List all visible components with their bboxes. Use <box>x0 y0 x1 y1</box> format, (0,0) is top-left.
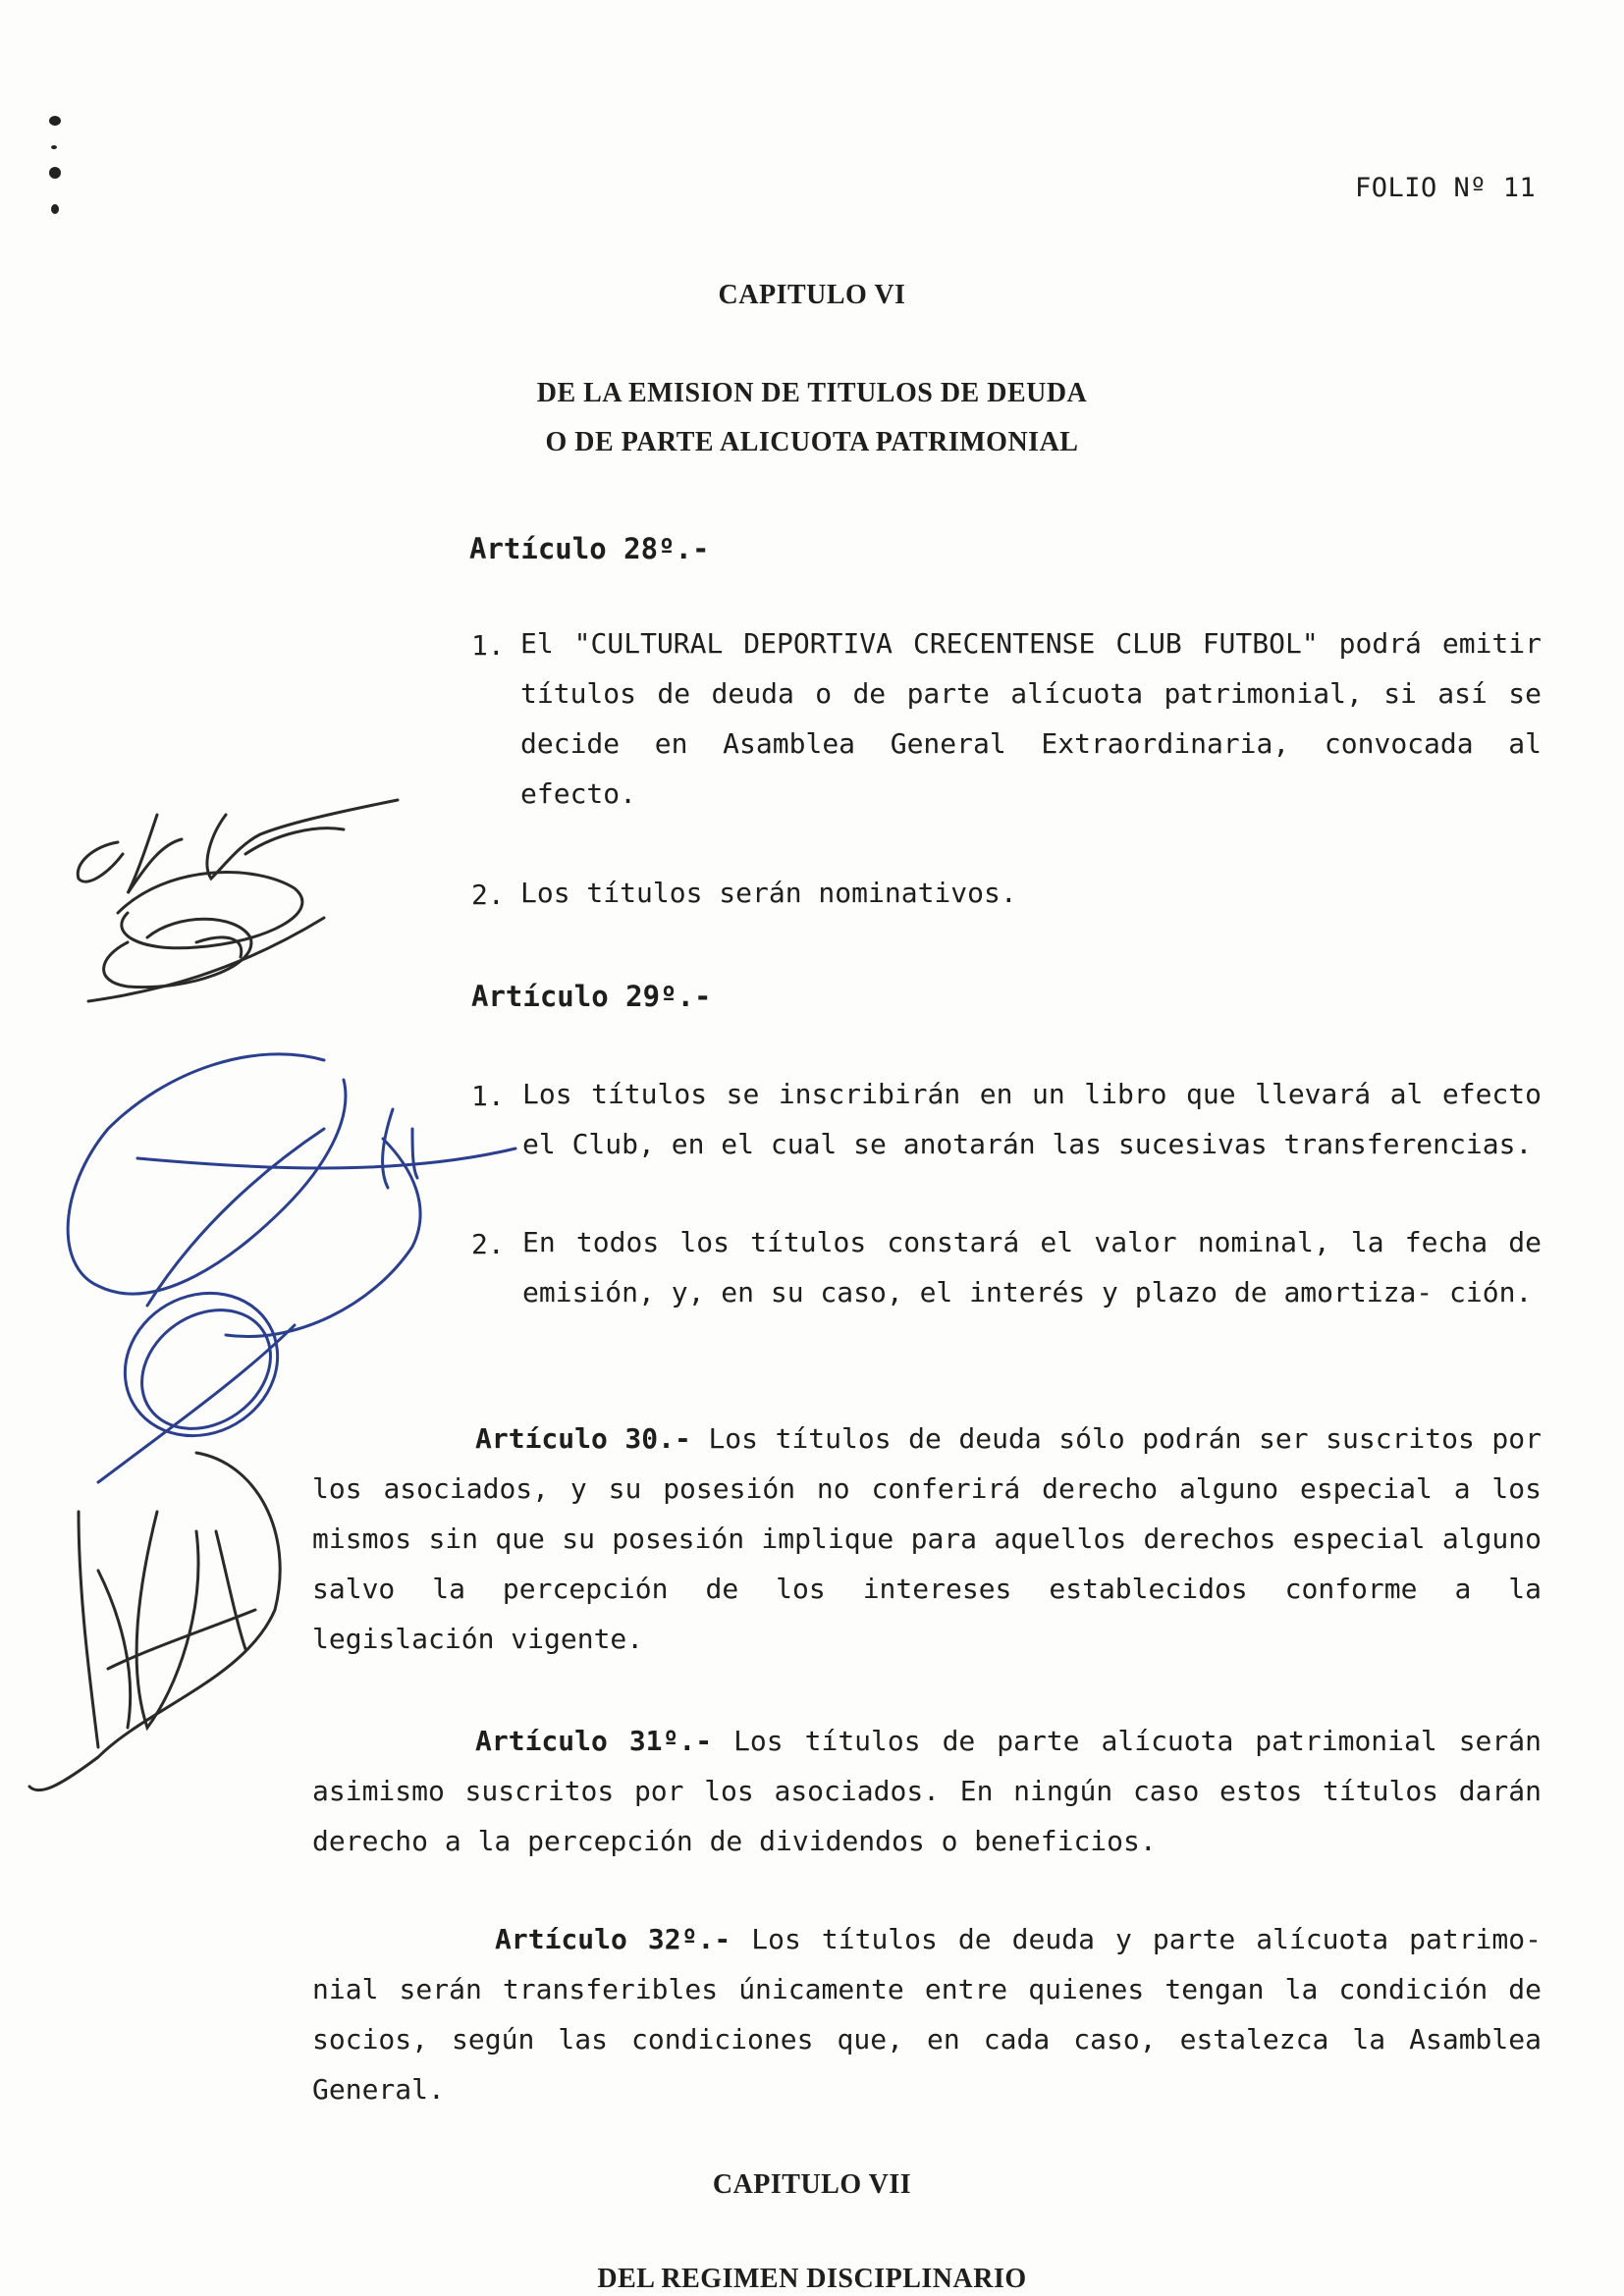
article-29-heading: Artículo 29º.- <box>471 980 712 1013</box>
article-29-item-2-number: 2. <box>471 1228 505 1260</box>
article-30-heading: Artículo 30.- <box>475 1422 691 1455</box>
article-28-item-2-number: 2. <box>471 879 505 911</box>
article-28-item-1-number: 1. <box>471 629 505 662</box>
article-28-heading: Artículo 28º.- <box>469 532 710 565</box>
signature-1 <box>78 800 398 1001</box>
article-28-item-2-text: Los títulos serán nominativos. <box>520 877 1017 909</box>
article-32-text: Los títulos de deuda y parte alícuota patrimo- nial serán transferibles únicamente entre quienes tengan la condición de socios, según las condiciones que, en cada caso, estalezca la Asamblea General. <box>312 1923 1542 2106</box>
chapter-6-subtitle-line1: DE LA EMISION DE TITULOS DE DEUDA <box>536 378 1088 408</box>
chapter-6-subtitle-line2: O DE PARTE ALICUOTA PATRIMONIAL <box>545 427 1079 457</box>
article-29-item-1-number: 1. <box>471 1080 505 1112</box>
chapter-7-subtitle: DEL REGIMEN DISCIPLINARIO <box>597 2264 1027 2294</box>
article-29-item-1-text: Los títulos se inscribirán en un libro que llevará al efecto el Club, en el cual se anotarán las sucesivas transferencias. <box>522 1078 1542 1160</box>
article-31-text: Los títulos de parte alícuota patrimonial serán asimismo suscritos por los asociados. En ningún caso estos títulos darán derecho a la percepción de dividendos o beneficios. <box>312 1725 1542 1857</box>
article-30-text: Los títulos de deuda sólo podrán ser suscritos por los asociados, y su posesión no conferirá derecho alguno especial a los mismos sin que su posesión implique para aquellos derechos especial alguno salvo la percepción de los intereses establecidos conforme a la legislación vigente. <box>312 1422 1542 1655</box>
article-29-item-2-text: En todos los títulos constará el valor nominal, la fecha de emisión, y, en su caso, el interés y plazo de amortiza- ción. <box>522 1226 1542 1308</box>
article-31-heading: Artículo 31º.- <box>475 1725 713 1757</box>
article-32-heading: Artículo 32º.- <box>495 1923 731 1955</box>
signature-3 <box>98 1265 303 1482</box>
chapter-6-title: CAPITULO VI <box>718 280 906 310</box>
signature-4 <box>29 1453 280 1790</box>
article-28-item-1-text: El "CULTURAL DEPORTIVA CRECENTENSE CLUB FUTBOL" podrá emitir títulos de deuda o de parte alícuota patrimonial, si así se decide en Asamblea General Extraordinaria, convocada al efecto. <box>520 627 1542 810</box>
signature-2 <box>68 1054 515 1337</box>
chapter-7-title: CAPITULO VII <box>712 2169 912 2200</box>
folio-number: FOLIO Nº 11 <box>1355 173 1537 203</box>
